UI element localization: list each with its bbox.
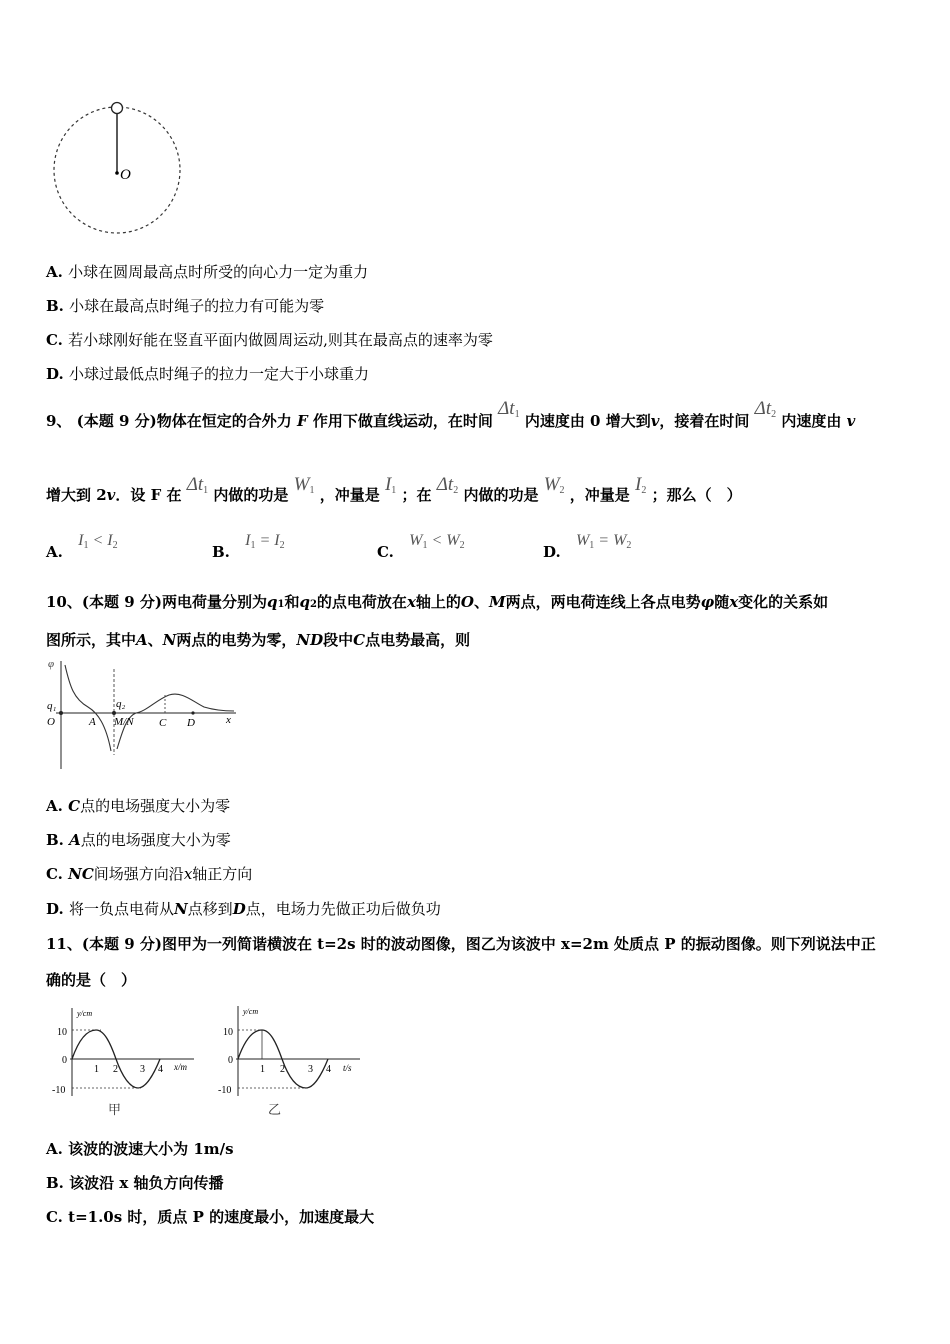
y-tick-neg10: -10 xyxy=(52,1085,66,1096)
potential-curve-left xyxy=(65,665,111,751)
q1-label: q₁ xyxy=(47,700,57,712)
q9-line-2: 增大到 2v．设 F 在 $\Delta t_1$ 内做的功是 $W_1$ ，冲量是 $I_1$ ；在 $\Delta t_2$ 内做的功是 $W_2$ ，冲量是 $I_2$ ；那么（ ） xyxy=(46,474,742,504)
q10-line-2: 图所示，其中A、N两点的电势为零，ND段中C点电势最高，则 xyxy=(46,631,471,649)
q9-option-c: C. $W_1 < W_2$ xyxy=(377,532,465,561)
q11-line-1: 11、(本题 9 分)图甲为一列简谐横波在 t=2s 时的波动图像，图乙为该波中 x=2m 处质点 P 的振动图像。则下列说法中正 xyxy=(46,935,876,953)
q11-line-2: 确的是（ ） xyxy=(46,971,137,989)
mn-label: M/N xyxy=(114,716,134,728)
x-tick-1: 1 xyxy=(94,1064,99,1075)
center-label: O xyxy=(120,167,131,183)
y-tick-10: 10 xyxy=(57,1027,67,1038)
q9-option-b: B. $I_1 = I_2$ xyxy=(212,532,285,561)
d-label: D xyxy=(187,717,195,729)
math-dt1: $\Delta t_1$ xyxy=(498,398,520,420)
d-point xyxy=(191,711,194,714)
y-axis-label: y/cm xyxy=(243,1007,259,1016)
vibration-graph-yi xyxy=(210,1002,370,1122)
math-dt2: $\Delta t_2$ xyxy=(754,398,777,420)
phi-label: φ xyxy=(48,658,55,670)
ball xyxy=(112,103,123,114)
x-tick-3: 3 xyxy=(140,1064,145,1075)
q11-option-a: A. 该波的波速大小为 1m/s xyxy=(46,1140,234,1158)
c-label: C xyxy=(159,717,167,729)
center-point xyxy=(115,171,119,175)
y-tick-0: 0 xyxy=(62,1055,67,1066)
q8-option-d: D. 小球过最低点时绳子的拉力一定大于小球重力 xyxy=(46,365,369,383)
math-dt2-b: $\Delta t_2$ xyxy=(436,474,459,496)
y-tick-neg10: -10 xyxy=(218,1085,232,1096)
q9-option-a: A. $I_1 < I_2$ xyxy=(46,532,118,561)
t-axis-label: t/s xyxy=(343,1063,352,1073)
math-i2: $I_2$ xyxy=(635,474,647,496)
t-tick-1: 1 xyxy=(260,1064,265,1075)
potential-curve-right xyxy=(117,694,234,749)
q11-option-b: B. 该波沿 x 轴负方向传播 xyxy=(46,1174,224,1192)
q8-option-c: C. 若小球刚好能在竖直平面内做圆周运动,则其在最高点的速率为零 xyxy=(46,331,493,349)
x-tick-4: 4 xyxy=(158,1064,163,1075)
wave-graph-jia xyxy=(44,1004,204,1122)
q11-option-c: C. t=1.0s 时，质点 P 的速度最小，加速度最大 xyxy=(46,1208,375,1226)
math-dt1-b: $\Delta t_1$ xyxy=(186,474,209,496)
x-label: x xyxy=(226,714,231,726)
y-axis-label: y/cm xyxy=(77,1009,93,1018)
circle-motion-figure xyxy=(45,95,190,240)
a-label: A xyxy=(89,716,96,728)
q10-option-d: D. 将一负点电荷从N点移到D点，电场力先做正功后做负功 xyxy=(46,900,441,918)
math-i1: $I_1$ xyxy=(384,474,397,496)
t-tick-3: 3 xyxy=(308,1064,313,1075)
o-point xyxy=(59,711,63,715)
t-tick-2: 2 xyxy=(280,1064,285,1075)
potential-graph xyxy=(44,655,244,773)
x-axis-label: x/m xyxy=(174,1062,187,1072)
q9-line-1: 9、 (本题 9 分)物体在恒定的合外力 F 作用下做直线运动，在时间 $\Delta t_1$ 内速度由 0 增大到v，接着在时间 $\Delta t_2$ 内速度由 v xyxy=(46,398,856,430)
q9-option-d: D. $W_1 = W_2$ xyxy=(543,532,632,561)
q2-label: q₂ xyxy=(116,698,126,710)
q8-option-b: B. 小球在最高点时绳子的拉力有可能为零 xyxy=(46,297,325,315)
caption-jia: 甲 xyxy=(108,1102,122,1117)
y-tick-0: 0 xyxy=(228,1055,233,1066)
q10-option-c: C. NC间场强方向沿x轴正方向 xyxy=(46,865,253,883)
q8-option-a: A. 小球在圆周最高点时所受的向心力一定为重力 xyxy=(46,263,369,281)
o-label: O xyxy=(47,716,55,728)
q10-option-b: B. A点的电场强度大小为零 xyxy=(46,831,231,849)
math-w2: $W_2$ xyxy=(543,474,565,496)
y-tick-10: 10 xyxy=(223,1027,233,1038)
q10-option-a: A. C点的电场强度大小为零 xyxy=(46,797,231,815)
math-w1: $W_1$ xyxy=(293,474,315,496)
q10-line-1: 10、(本题 9 分)两电荷量分别为q1和q2的点电荷放在x轴上的O、M两点，两电荷连线上各点电势φ随x变化的关系如 xyxy=(46,593,829,611)
m-point xyxy=(112,711,116,715)
t-tick-4: 4 xyxy=(326,1064,331,1075)
caption-yi: 乙 xyxy=(268,1102,282,1117)
x-tick-2: 2 xyxy=(113,1064,118,1075)
